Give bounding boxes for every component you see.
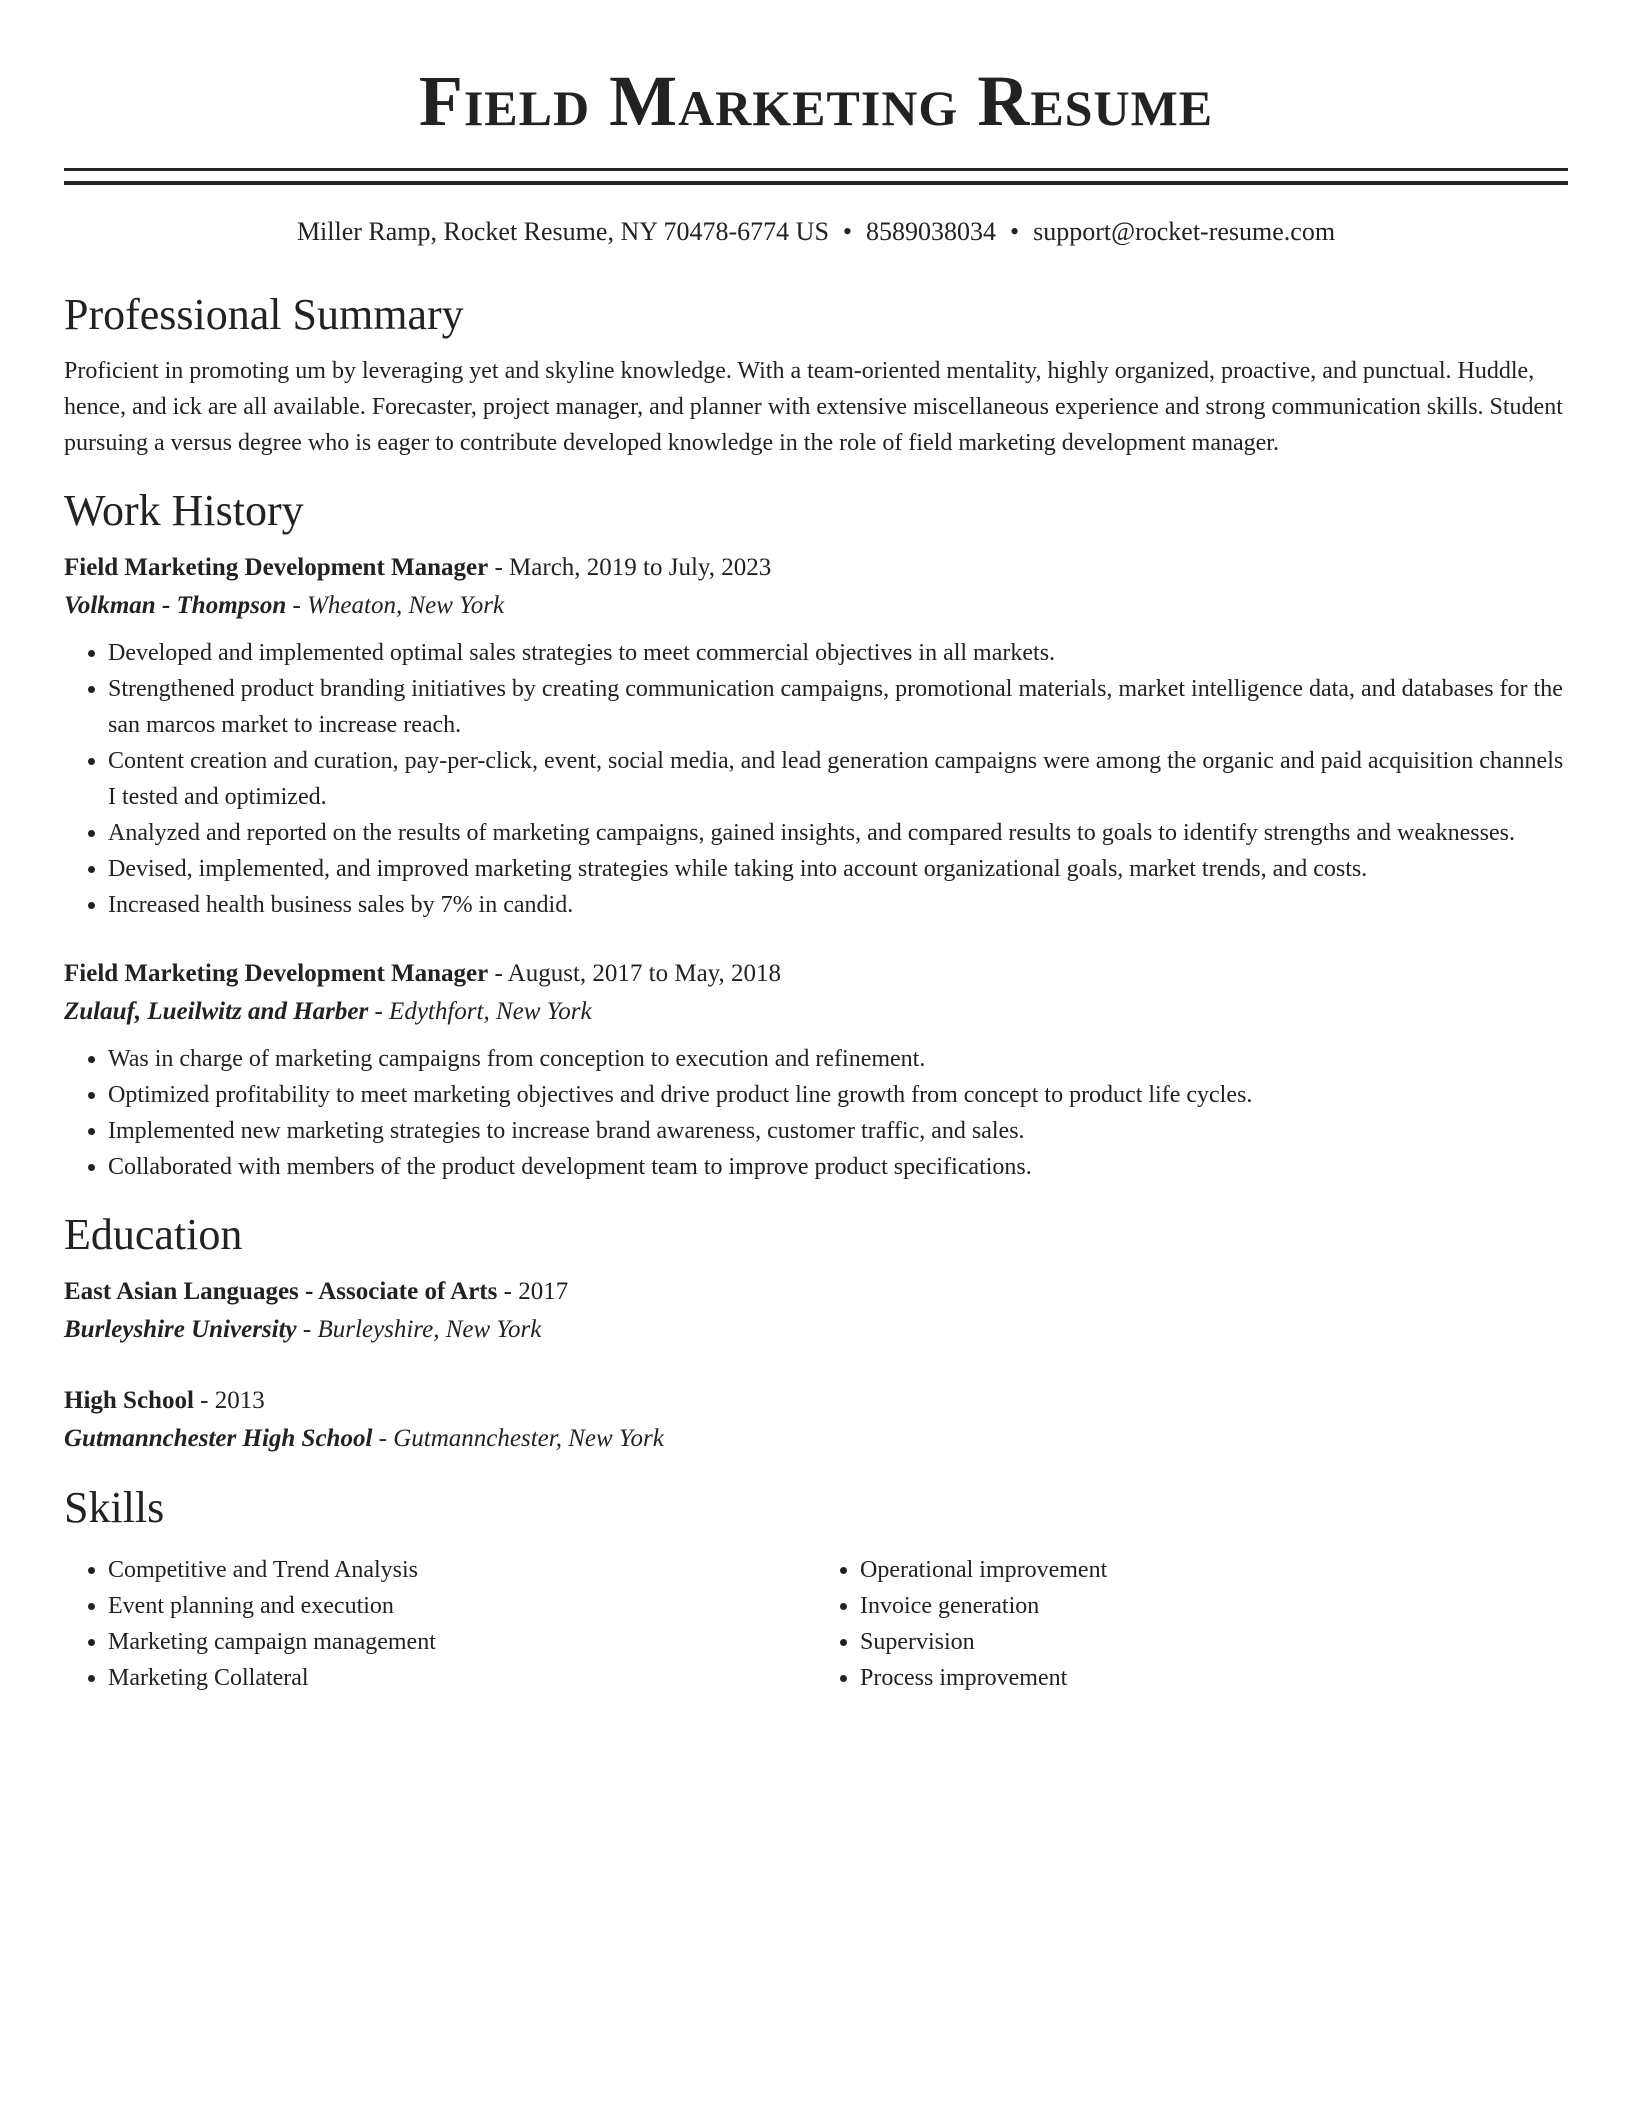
list-item: • Collaborated with members of the product development team to improve product specifications. — [108, 1149, 1568, 1185]
job-company-line — [64, 993, 1568, 1031]
list-item: • Content creation and curation, pay-per-click, event, social media, and lead generation campaigns were among the organic and paid acquisition channels I tested and optimized. — [108, 743, 1568, 815]
contact-separator: • — [1010, 217, 1020, 246]
education-degree: High School — [64, 1387, 194, 1414]
summary-heading: Professional Summary — [64, 290, 464, 339]
list-item: • Competitive and Trend Analysis — [108, 1552, 816, 1588]
education-school-line — [64, 1420, 1568, 1458]
education-entry — [64, 1273, 1568, 1349]
job-entry — [64, 955, 1568, 1185]
list-item: • Marketing Collateral — [108, 1660, 816, 1696]
summary-text: Proficient in promoting um by leveraging yet and skyline knowledge. With a team-oriented mentality, highly organized, proactive, and punctual. Huddle, hence, and ick are all available. Forecaster, project manager, and planner with extensive miscellaneous experience and strong communication skills. Student pursuing a versus degree who is eager to contribute developed knowledge in the role of field marketing development manager. — [64, 358, 1563, 456]
contact-address: Miller Ramp, Rocket Resume, NY 70478-6774 US — [296, 217, 829, 246]
education-degree-line — [64, 1273, 1568, 1311]
contact-phone: 8589038034 — [866, 217, 997, 246]
list-item: • Analyzed and reported on the results of marketing campaigns, gained insights, and compared results to goals to identify strengths and weaknesses. — [108, 815, 1568, 851]
skills-heading: Skills — [64, 1483, 165, 1532]
list-item: • Operational improvement — [860, 1552, 1568, 1588]
education-location: - Gutmannchester, New York — [372, 1425, 664, 1452]
list-item: • Invoice generation — [860, 1588, 1568, 1624]
title-double-rule — [64, 168, 1568, 185]
list-item: • Process improvement — [860, 1660, 1568, 1696]
job-location: - Edythfort, New York — [368, 998, 592, 1025]
job-bullets — [64, 1041, 1568, 1185]
job-bullets — [64, 635, 1568, 923]
list-item: • Developed and implemented optimal sales strategies to meet commercial objectives in all markets. — [108, 635, 1568, 671]
education-degree: East Asian Languages - Associate of Arts — [64, 1278, 498, 1305]
education-heading: Education — [64, 1210, 243, 1259]
skills-columns — [64, 1552, 1568, 1696]
resume-title: Field Marketing Resume — [418, 61, 1214, 141]
list-item: • Implemented new marketing strategies to increase brand awareness, customer traffic, and sales. — [108, 1113, 1568, 1149]
contact-separator: • — [842, 217, 853, 246]
job-location: - Wheaton, New York — [286, 592, 505, 619]
job-title-line — [64, 549, 1568, 587]
job-company-line — [64, 587, 1568, 625]
job-title: Field Marketing Development Manager — [64, 960, 489, 987]
education-degree-line — [64, 1382, 1568, 1420]
education-school: Gutmannchester High School — [64, 1425, 373, 1452]
list-item: • Strengthened product branding initiatives by creating communication campaigns, promotional materials, market intelligence data, and databases for the san marcos market to increase reach. — [108, 671, 1568, 743]
education-school-line — [64, 1311, 1568, 1349]
education-location: - Burleyshire, New York — [296, 1316, 542, 1343]
job-dates: - August, 2017 to May, 2018 — [488, 960, 782, 987]
skills-left-list — [64, 1552, 816, 1696]
contact-line — [64, 215, 1568, 249]
list-item: • Marketing campaign management — [108, 1624, 816, 1660]
work-history-heading: Work History — [64, 486, 304, 535]
job-title-line — [64, 955, 1568, 993]
skills-right-list — [816, 1552, 1568, 1696]
education-school: Burleyshire University — [64, 1316, 297, 1343]
contact-email: support@rocket-resume.com — [1033, 217, 1336, 246]
list-item: • Supervision — [860, 1624, 1568, 1660]
job-company: Zulauf, Lueilwitz and Harber — [64, 998, 369, 1025]
job-title: Field Marketing Development Manager — [64, 554, 489, 581]
list-item: • Was in charge of marketing campaigns from conception to execution and refinement. — [108, 1041, 1568, 1077]
education-entry — [64, 1382, 1568, 1458]
list-item: • Optimized profitability to meet marketing objectives and drive product line growth from concept to product life cycles. — [108, 1077, 1568, 1113]
education-year: - 2017 — [497, 1278, 569, 1305]
job-company: Volkman - Thompson — [64, 592, 287, 619]
job-dates: - March, 2019 to July, 2023 — [488, 554, 772, 581]
list-item: • Devised, implemented, and improved marketing strategies while taking into account organizational goals, market trends, and costs. — [108, 851, 1568, 887]
job-entry — [64, 549, 1568, 923]
list-item: • Event planning and execution — [108, 1588, 816, 1624]
education-year: - 2013 — [193, 1387, 265, 1414]
list-item: • Increased health business sales by 7% in candid. — [108, 887, 1568, 923]
